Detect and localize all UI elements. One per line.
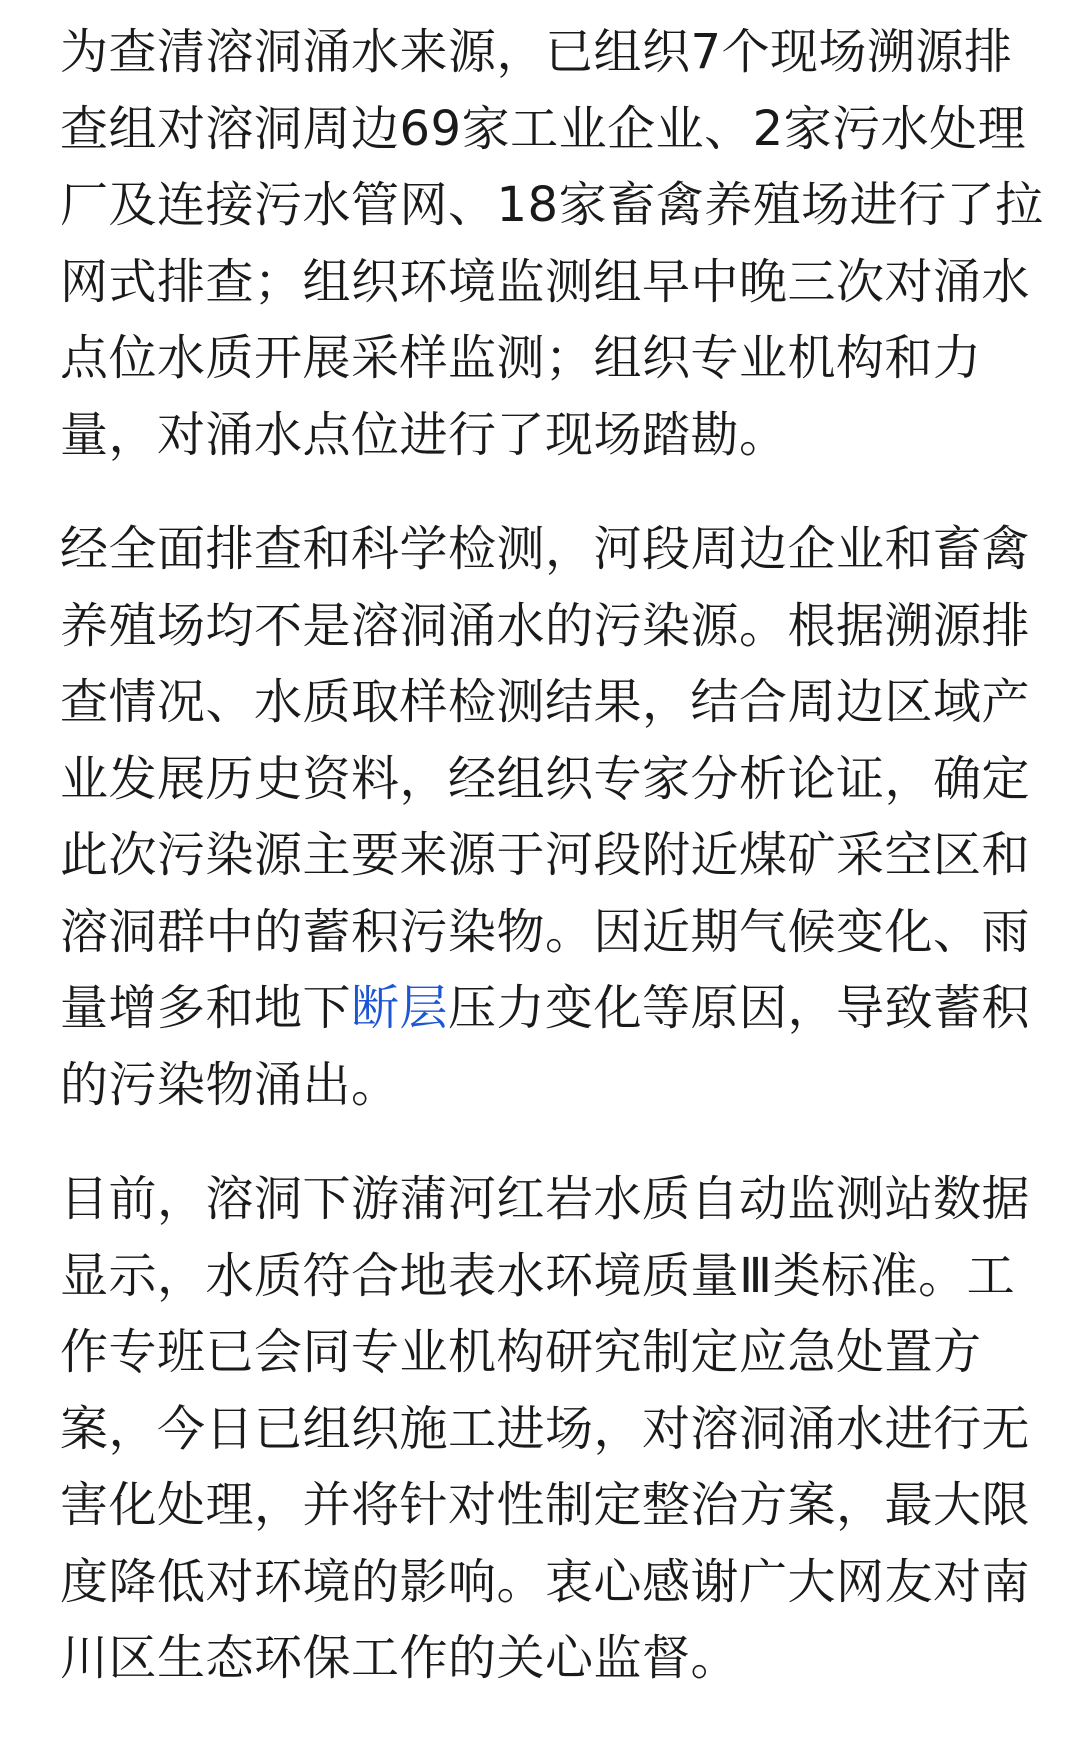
fault-link[interactable]: 断层 bbox=[351, 980, 449, 1036]
paragraph-current-status bbox=[60, 1161, 1050, 1697]
paragraph-text: 经全面排查和科学检测，河段周边企业和畜禽养殖场均不是溶洞涌水的污染源。根据溯源排查情况、水质取样检测结果，结合周边区域产业发展历史资料，经组织专家分析论证，确定此次污染源主要来源于河段附近煤矿采空区和溶洞群中的蓄积污染物。因近期气候变化、雨量增多和地下 bbox=[60, 521, 1031, 1036]
paragraph-text: 为查清溶洞涌水来源，已组织7个现场溯源排查组对溶洞周边69家工业企业、2家污水处理厂及连接污水管网、18家畜禽养殖场进行了拉网式排查；组织环境监测组早中晚三次对涌水点位水质开展采样监测；组织专业机构和力量，对涌水点位进行了现场踏勘。 bbox=[60, 24, 1044, 463]
paragraph-text: 目前，溶洞下游蒲河红岩水质自动监测站数据显示，水质符合地表水环境质量Ⅲ类标准。工作专班已会同专业机构研究制定应急处置方案，今日已组织施工进场，对溶洞涌水进行无害化处理，并将针对性制定整治方案，最大限度降低对环境的影响。衷心感谢广大网友对南川区生态环保工作的关心监督。 bbox=[60, 1171, 1031, 1686]
paragraph-text: 压力变化等原因，导致蓄积的污染物涌出。 bbox=[60, 980, 1031, 1113]
paragraph-conclusion bbox=[60, 511, 1050, 1123]
article-body bbox=[60, 14, 1050, 1697]
paragraph-investigation bbox=[60, 14, 1050, 473]
